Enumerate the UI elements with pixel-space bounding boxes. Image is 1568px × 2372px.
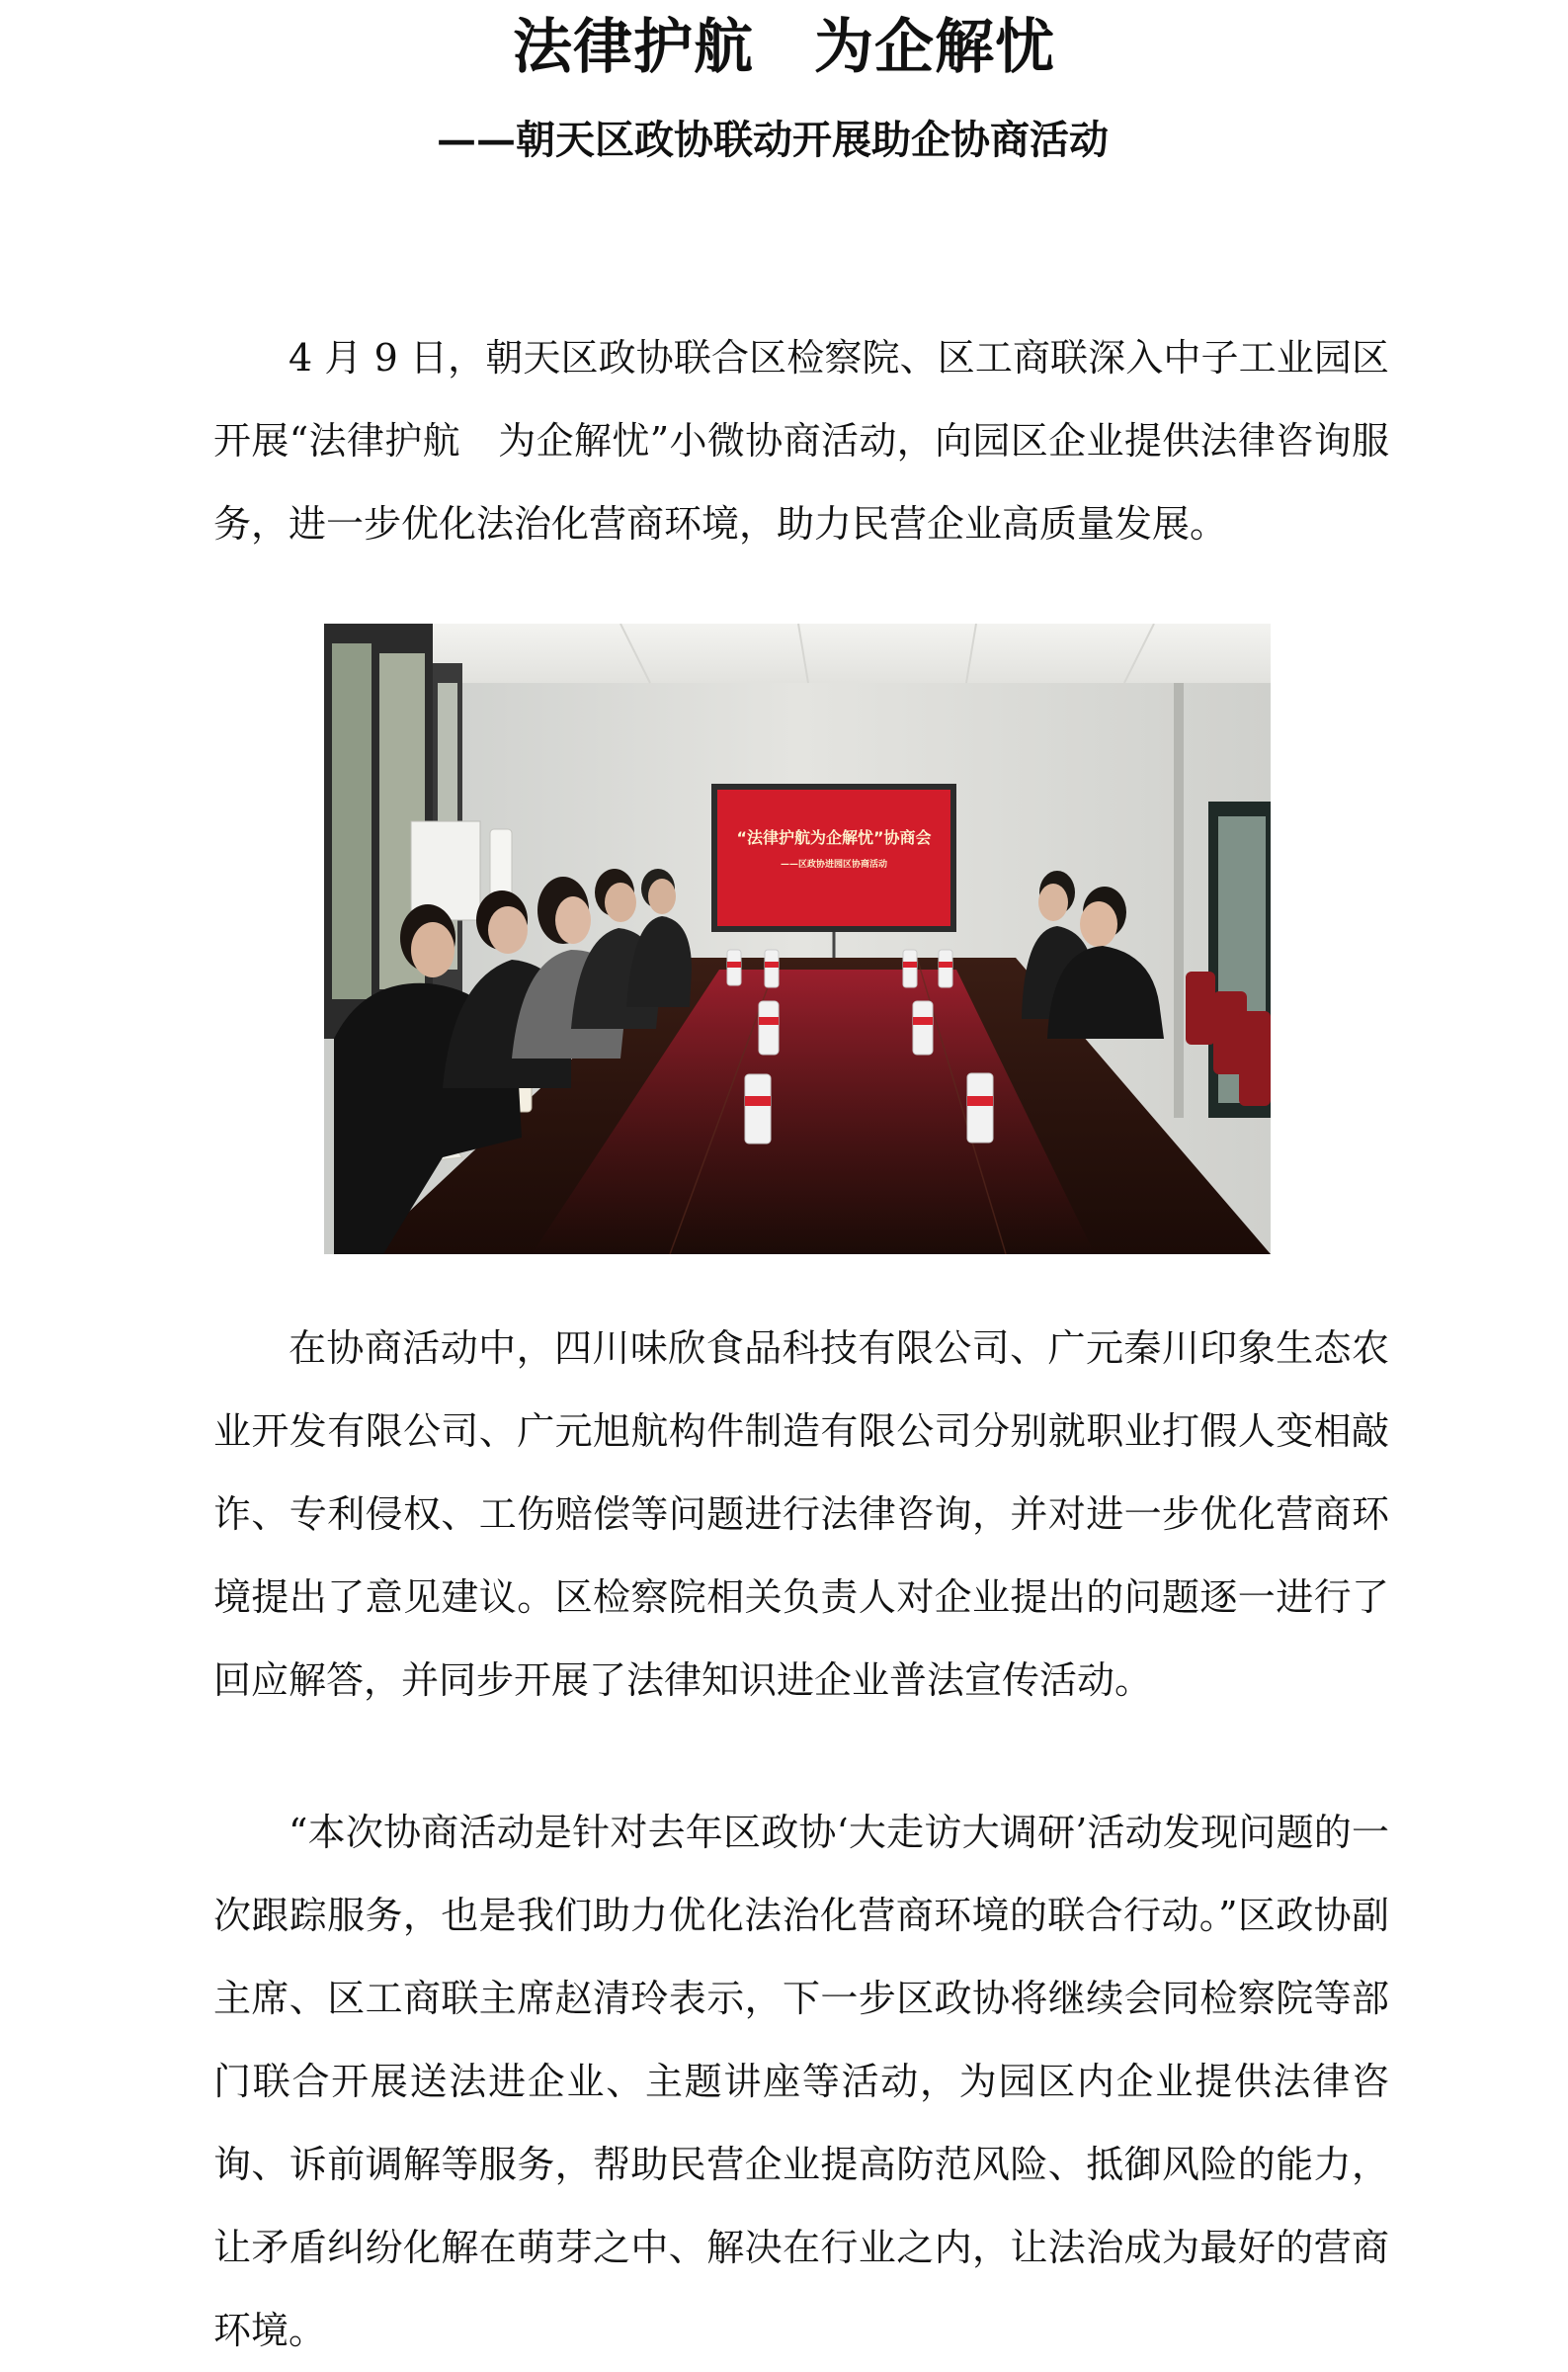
paragraph-3: “本次协商活动是针对去年区政协‘大走访大调研’活动发现问题的一次跟踪服务，也是我们助力优化法治化营商环境的联合行动。”区政协副主席、区工商联主席赵清玲表示，下一步区政协将继续会同检察院等部门联合开展送法进企业、主题讲座等活动，为园区内企业提供法律咨询、诉前调解等服务，帮助民营企业提高防范风险、抵御风险的能力，让矛盾纠纷化解在萌芽之中、解决在行业之内，让法治成为最好的营商环境。 bbox=[213, 1811, 1389, 2352]
article-title: 法律护航 为企解忧 bbox=[513, 13, 1055, 82]
article-subtitle: ——朝天区政协联动开展助企协商活动 bbox=[437, 117, 1109, 163]
meeting-photo-illustration bbox=[324, 624, 1271, 1254]
paragraph-1: 4 月 9 日，朝天区政协联合区检察院、区工商联深入中子工业园区开展“法律护航 为企解忧”小微协商活动，向园区企业提供法律咨询服务，进一步优化法治化营商环境，助力民营企业高质量发展。 bbox=[213, 336, 1389, 546]
meeting-photo bbox=[324, 624, 1271, 1254]
banner-title: “法律护航为企解忧”协商会 bbox=[736, 828, 932, 847]
banner-subtitle: ——区政协进园区协商活动 bbox=[780, 860, 888, 870]
paragraph-2: 在协商活动中，四川味欣食品科技有限公司、广元秦川印象生态农业开发有限公司、广元旭航构件制造有限公司分别就职业打假人变相敲诈、专利侵权、工伤赔偿等问题进行法律咨询，并对进一步优化营商环境提出了意见建议。区检察院相关负责人对企业提出的问题逐一进行了回应解答，并同步开展了法律知识进企业普法宣传活动。 bbox=[213, 1326, 1389, 1702]
